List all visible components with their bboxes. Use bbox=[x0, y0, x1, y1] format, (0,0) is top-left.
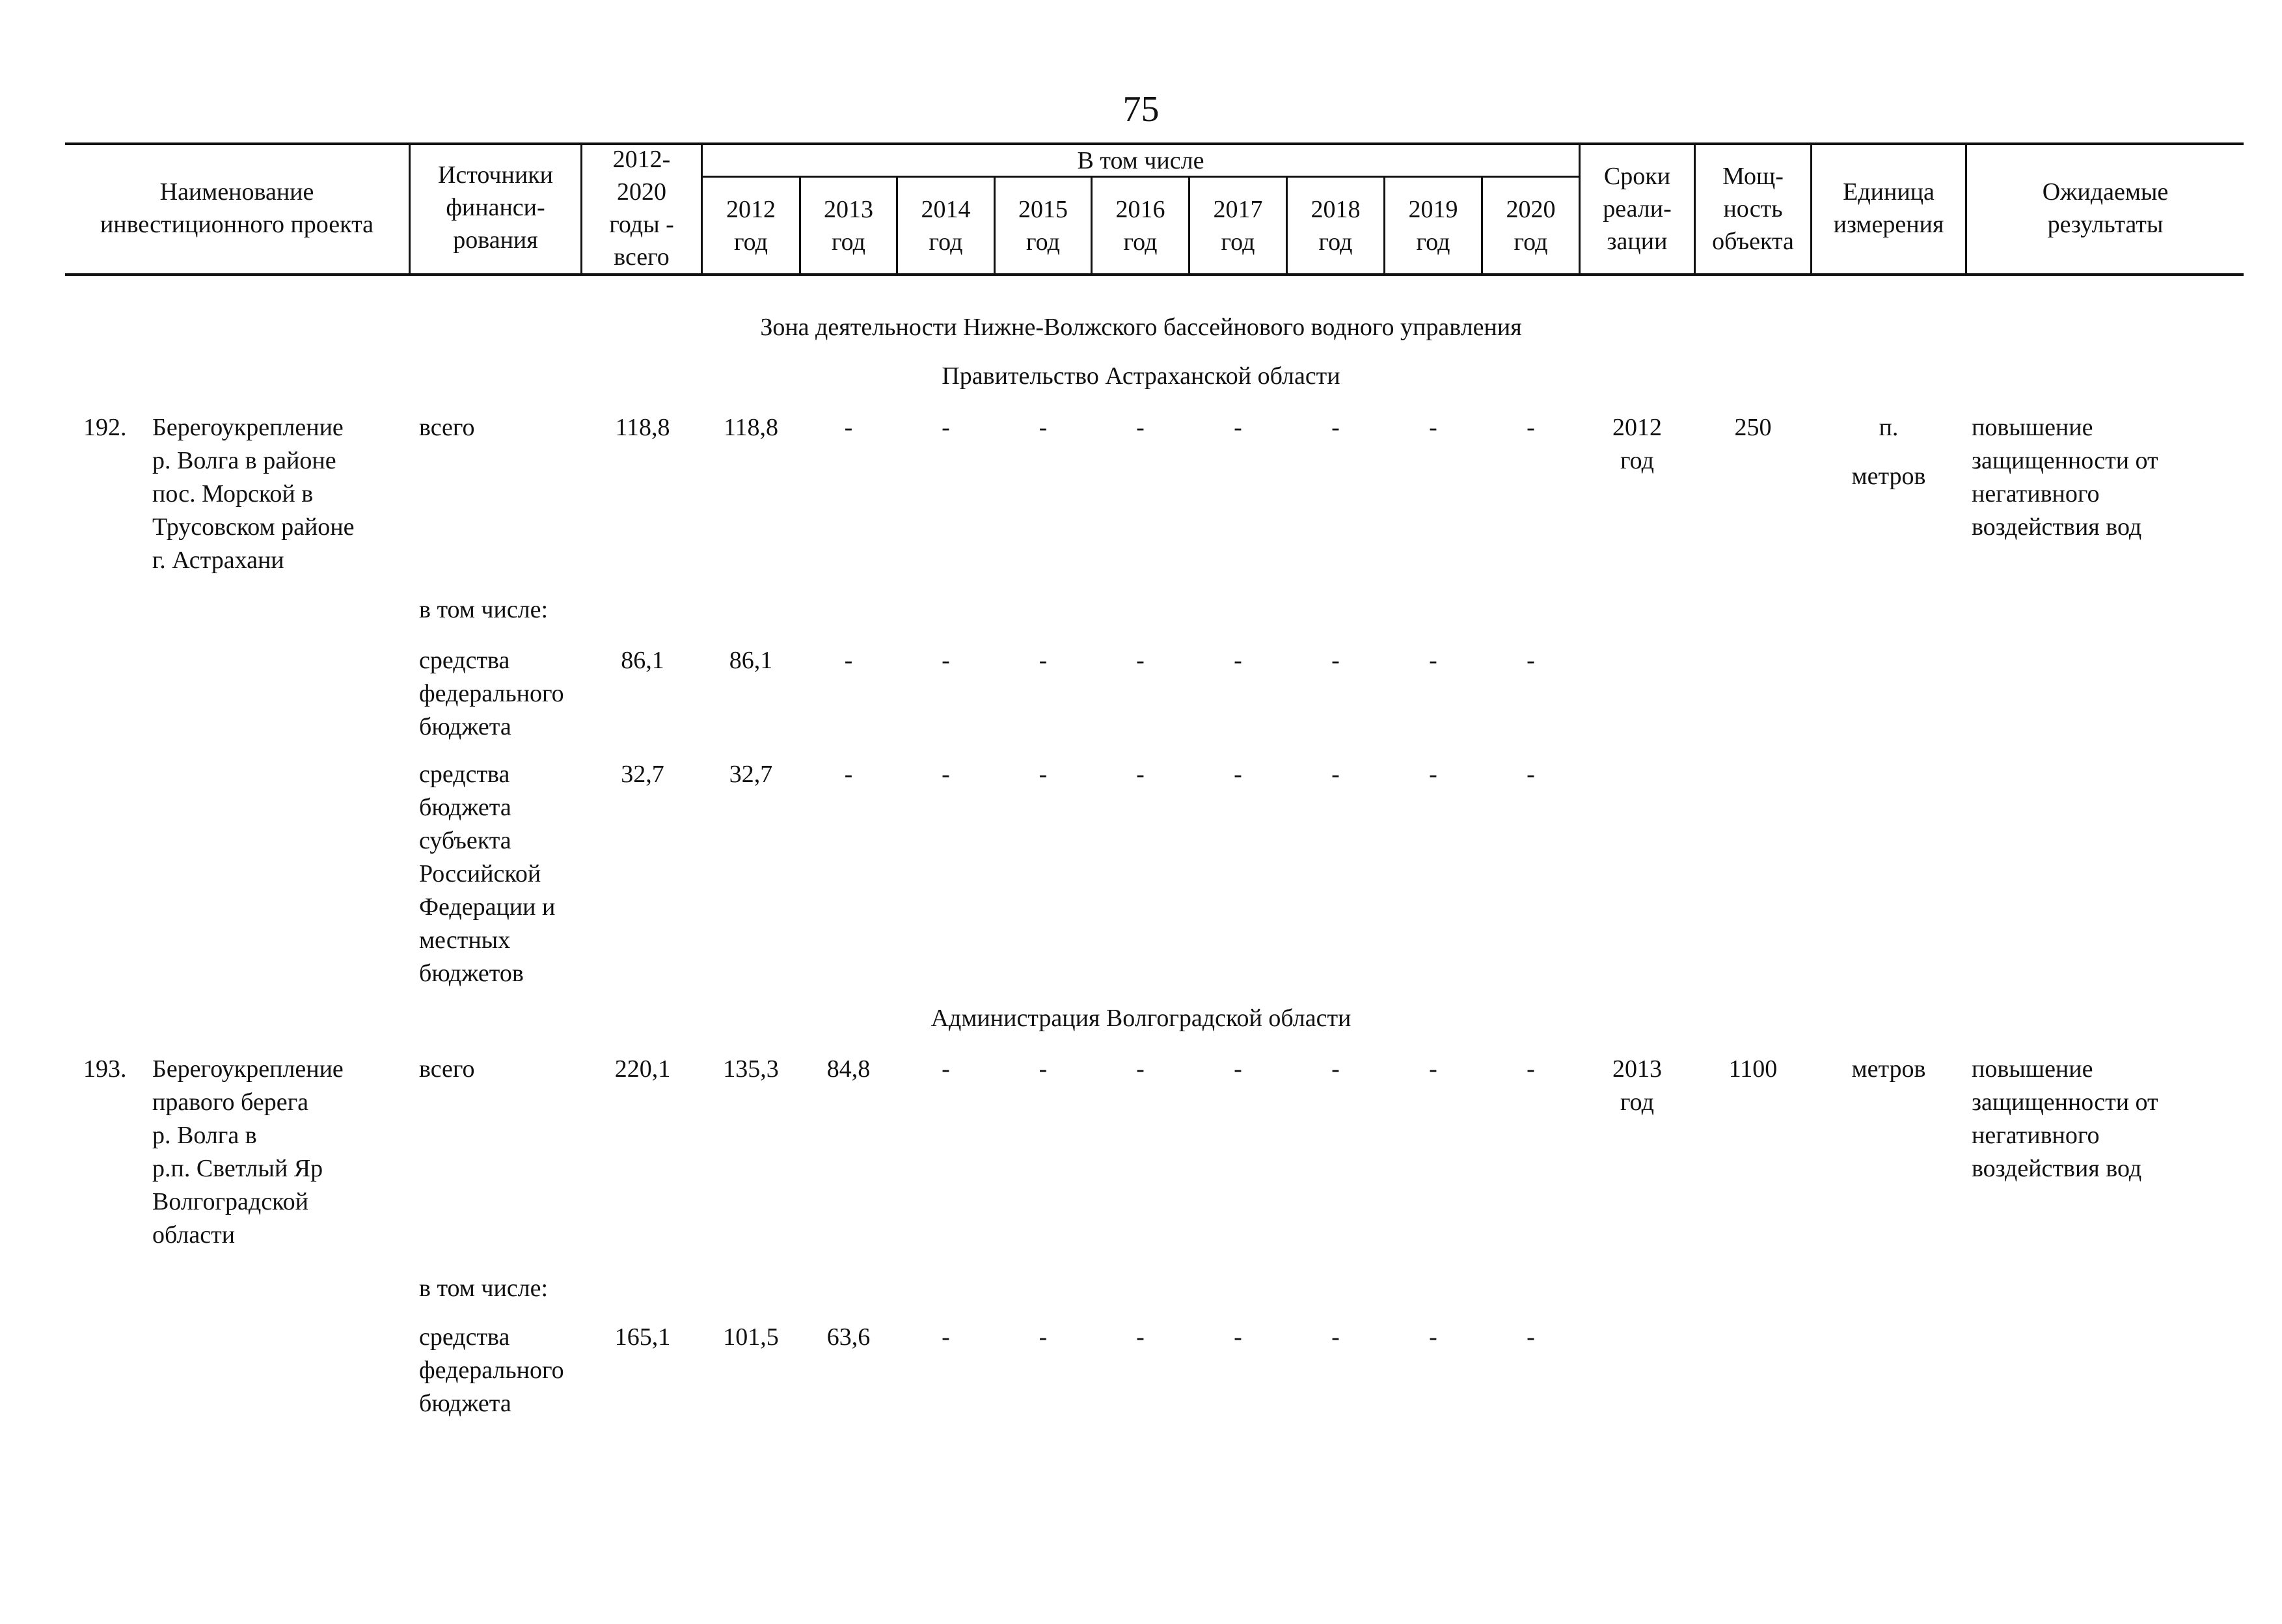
year-value: - bbox=[1527, 1055, 1535, 1083]
header-line: ность bbox=[1723, 195, 1783, 223]
total-value: 118,8 bbox=[615, 414, 670, 441]
header-line: год bbox=[1123, 228, 1158, 256]
header-funding-sources bbox=[411, 159, 580, 256]
header-year-2020 bbox=[1483, 193, 1579, 258]
header-year-2018 bbox=[1288, 193, 1383, 258]
header-line: год bbox=[929, 228, 963, 256]
year-value: - bbox=[1527, 414, 1535, 441]
year-value: - bbox=[1331, 647, 1340, 674]
year-value: - bbox=[844, 761, 853, 788]
header-line: финанси- bbox=[446, 194, 545, 221]
expected-results bbox=[1972, 411, 2158, 544]
source-federal bbox=[419, 644, 564, 744]
implementation-term bbox=[1581, 411, 1694, 478]
year-value: - bbox=[1039, 761, 1048, 788]
header-implementation-terms bbox=[1581, 160, 1694, 258]
text-line: Берегоукрепление bbox=[152, 1055, 344, 1083]
unit-of-measure: метров bbox=[1851, 1055, 1926, 1083]
year-value: - bbox=[1039, 1055, 1048, 1083]
header-line: Сроки bbox=[1603, 163, 1671, 190]
text-line: Федерации и bbox=[419, 893, 556, 921]
project-name bbox=[152, 411, 354, 577]
year-value: - bbox=[942, 1323, 950, 1351]
text-line: защищенности от bbox=[1972, 447, 2158, 474]
header-line: рования bbox=[453, 226, 538, 254]
year-value: 63,6 bbox=[826, 1323, 871, 1351]
text-line: местных bbox=[419, 927, 511, 954]
text-line: р.п. Светлый Яр bbox=[152, 1155, 323, 1182]
year-value: - bbox=[1331, 1323, 1340, 1351]
year-value: - bbox=[1527, 761, 1535, 788]
header-line: год bbox=[1026, 228, 1060, 256]
text-line: 2012 bbox=[1612, 414, 1662, 441]
page-number: 75 bbox=[1122, 89, 1160, 129]
text-line: защищенности от bbox=[1972, 1089, 2158, 1116]
header-line: год bbox=[1221, 228, 1255, 256]
text-line: повышение bbox=[1972, 414, 2093, 441]
text-line: федерального bbox=[419, 680, 564, 707]
header-line: 2014 bbox=[921, 196, 971, 223]
year-value: - bbox=[1331, 414, 1340, 441]
source-federal bbox=[419, 1321, 564, 1420]
year-value: - bbox=[1136, 414, 1145, 441]
object-capacity: 1100 bbox=[1728, 1055, 1778, 1083]
zone-title: Зона деятельности Нижне-Волжского бассейнового водного управления bbox=[760, 314, 1522, 341]
header-line: реали- bbox=[1603, 195, 1672, 223]
year-value: 101,5 bbox=[723, 1323, 779, 1351]
year-value: - bbox=[1136, 1055, 1145, 1083]
header-year-2019 bbox=[1385, 193, 1481, 258]
year-value: - bbox=[942, 1055, 950, 1083]
year-value: - bbox=[1429, 1055, 1437, 1083]
year-value: 84,8 bbox=[826, 1055, 871, 1083]
year-value: - bbox=[1429, 761, 1437, 788]
object-capacity: 250 bbox=[1734, 414, 1772, 441]
year-value: - bbox=[1429, 1323, 1437, 1351]
header-line: 2013 bbox=[824, 196, 873, 223]
year-value: - bbox=[844, 647, 853, 674]
source-total: всего bbox=[419, 414, 475, 441]
year-value: - bbox=[942, 414, 950, 441]
total-value: 86,1 bbox=[621, 647, 664, 674]
text-line: средства bbox=[419, 1323, 510, 1351]
header-line: зации bbox=[1607, 228, 1668, 255]
text-line: бюджетов bbox=[419, 960, 524, 987]
text-line: Волгоградской bbox=[152, 1188, 308, 1215]
year-value: - bbox=[1234, 1055, 1242, 1083]
text-line: средства bbox=[419, 761, 510, 788]
text-line: год bbox=[1620, 1089, 1654, 1116]
year-value: 32,7 bbox=[729, 761, 773, 788]
header-line: Наименование bbox=[159, 178, 314, 206]
header-year-2014 bbox=[898, 193, 994, 258]
project-name bbox=[152, 1053, 344, 1252]
year-value: - bbox=[942, 761, 950, 788]
header-year-2012 bbox=[703, 193, 799, 258]
header-line: Единица bbox=[1843, 178, 1935, 206]
year-value: - bbox=[1234, 414, 1242, 441]
text-line: повышение bbox=[1972, 1055, 2093, 1083]
year-value: - bbox=[1429, 414, 1437, 441]
text-line: год bbox=[1620, 447, 1654, 474]
header-bottom-rule bbox=[65, 273, 2244, 276]
project-number: 192. bbox=[83, 414, 127, 441]
header-line: 2019 bbox=[1408, 196, 1458, 223]
text-line: Трусовском районе bbox=[152, 513, 355, 541]
text-line: негативного bbox=[1972, 1122, 2100, 1149]
header-line: 2020 bbox=[617, 178, 666, 206]
authority-title: Администрация Волгоградской области bbox=[930, 1005, 1352, 1032]
header-line: год bbox=[1416, 228, 1450, 256]
header-line: результаты bbox=[2047, 211, 2164, 238]
header-line: год bbox=[1318, 228, 1353, 256]
text-line: п. bbox=[1879, 414, 1899, 441]
text-line: воздействия вод bbox=[1972, 1155, 2142, 1182]
header-line: инвестиционного проекта bbox=[100, 211, 374, 238]
implementation-term bbox=[1581, 1053, 1694, 1119]
header-total-2012-2020 bbox=[582, 143, 701, 273]
header-line: 2016 bbox=[1115, 196, 1165, 223]
header-line: Ожидаемые bbox=[2042, 178, 2169, 206]
header-line: Источники bbox=[437, 161, 553, 189]
year-value: 86,1 bbox=[729, 647, 773, 674]
header-line: год bbox=[832, 228, 865, 256]
authority-title: Правительство Астраханской области bbox=[942, 362, 1340, 390]
header-unit bbox=[1812, 176, 1965, 241]
header-object-capacity bbox=[1696, 160, 1810, 258]
unit-of-measure bbox=[1812, 411, 1965, 493]
including-label: в том числе: bbox=[419, 596, 549, 623]
header-year-2016 bbox=[1093, 193, 1188, 258]
year-value: - bbox=[1234, 1323, 1242, 1351]
source-total: всего bbox=[419, 1055, 475, 1083]
year-value: - bbox=[1039, 414, 1048, 441]
header-year-2017 bbox=[1190, 193, 1286, 258]
year-value: - bbox=[1234, 761, 1242, 788]
header-line: годы - bbox=[609, 211, 674, 238]
year-value: - bbox=[1429, 647, 1437, 674]
year-value: - bbox=[942, 647, 950, 674]
header-line: 2017 bbox=[1213, 196, 1263, 223]
text-line: бюджета bbox=[419, 794, 511, 821]
text-line: р. Волга в bbox=[152, 1122, 257, 1149]
text-line: Берегоукрепление bbox=[152, 414, 344, 441]
header-line: измерения bbox=[1833, 211, 1944, 238]
including-label: в том числе: bbox=[419, 1275, 549, 1302]
header-line: 2012 bbox=[726, 196, 776, 223]
source-regional-local bbox=[419, 758, 555, 990]
header-line: 2015 bbox=[1018, 196, 1068, 223]
header-including: В том числе bbox=[1077, 147, 1204, 174]
text-line: 2013 bbox=[1612, 1055, 1662, 1083]
text-line: федерального bbox=[419, 1357, 564, 1384]
year-value: - bbox=[1234, 647, 1242, 674]
header-year-2015 bbox=[996, 193, 1091, 258]
text-line: области bbox=[152, 1221, 236, 1249]
year-value: - bbox=[1527, 1323, 1535, 1351]
text-line: г. Астрахани bbox=[152, 547, 284, 574]
text-line: правого берега bbox=[152, 1089, 309, 1116]
expected-results bbox=[1972, 1053, 2158, 1185]
year-value: - bbox=[1527, 647, 1535, 674]
header-line: 2012- bbox=[612, 146, 671, 173]
year-value: - bbox=[1331, 1055, 1340, 1083]
header-line: Мощ- bbox=[1722, 163, 1784, 190]
text-line: средства bbox=[419, 647, 510, 674]
header-year-2013 bbox=[801, 193, 896, 258]
year-value: - bbox=[1136, 1323, 1145, 1351]
header-line: год bbox=[1514, 228, 1548, 256]
year-value: 118,8 bbox=[723, 414, 779, 441]
text-line: р. Волга в районе bbox=[152, 447, 336, 474]
project-number: 193. bbox=[83, 1055, 127, 1083]
text-line: пос. Морской в bbox=[152, 480, 314, 508]
year-value: - bbox=[1136, 761, 1145, 788]
year-value: - bbox=[1331, 761, 1340, 788]
header-project-name bbox=[65, 176, 409, 241]
text-line: метров bbox=[1851, 463, 1926, 490]
header-line: 2020 bbox=[1506, 196, 1556, 223]
text-line: субъекта bbox=[419, 827, 511, 854]
header-expected-results bbox=[1967, 176, 2244, 241]
header-line: год bbox=[734, 228, 768, 256]
header-line: 2018 bbox=[1311, 196, 1361, 223]
text-line: Российской bbox=[419, 860, 541, 887]
year-value: - bbox=[1039, 647, 1048, 674]
header-line: всего bbox=[614, 243, 670, 271]
text-line: воздействия вод bbox=[1972, 513, 2142, 541]
total-value: 165,1 bbox=[614, 1323, 671, 1351]
total-value: 32,7 bbox=[621, 761, 664, 788]
year-value: 135,3 bbox=[723, 1055, 779, 1083]
year-value: - bbox=[1136, 647, 1145, 674]
header-line: объекта bbox=[1712, 228, 1794, 255]
text-line: негативного bbox=[1972, 480, 2100, 508]
year-value: - bbox=[1039, 1323, 1048, 1351]
year-value: - bbox=[844, 414, 853, 441]
text-line: бюджета bbox=[419, 1390, 511, 1417]
total-value: 220,1 bbox=[614, 1055, 671, 1083]
text-line: бюджета bbox=[419, 713, 511, 740]
